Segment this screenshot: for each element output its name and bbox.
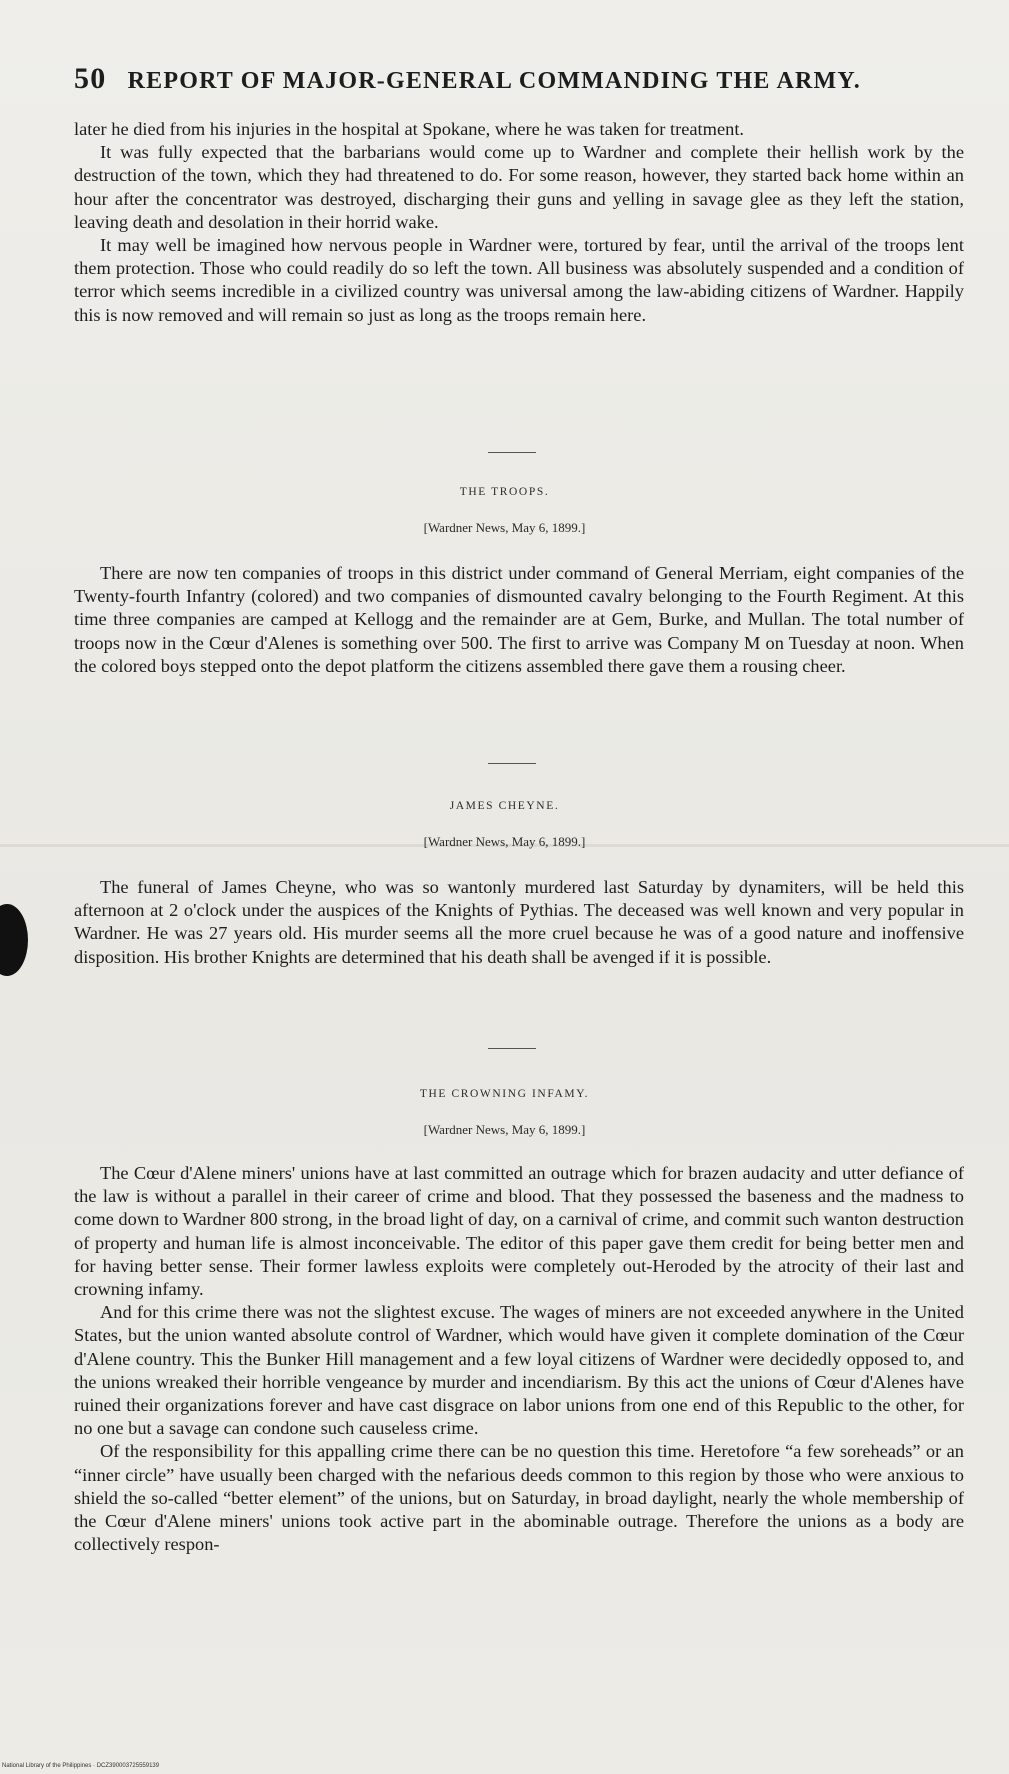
section-source: [Wardner News, May 6, 1899.] bbox=[423, 834, 586, 849]
paragraph: It was fully expected that the barbarians would come up to Wardner and complete their hellish work by the destruction of the town, which they had threatened to do. For some reason, however, they started back home within an hour after the concentrator was destroyed, discharging their guns and yelling in savage glee as they left the station, leaving death and desolation in their horrid wake. bbox=[74, 142, 964, 232]
running-header bbox=[74, 62, 964, 96]
section-source: [Wardner News, May 6, 1899.] bbox=[423, 1122, 586, 1137]
paragraph: Of the responsibility for this appalling crime there can be no question this time. Heretofore “a few soreheads” or an “inner circle” have usually been charged with the nefarious deeds common to this region by those who were anxious to shield the so-called “better element” of the unions, but on Saturday, in broad daylight, nearly the whole membership of the Cœur d'Alene miners' unions took active part in the abominable outrage. Therefore the unions as a body are collectively respon- bbox=[74, 1441, 964, 1555]
library-watermark: National Library of the Philippines · DCZ390003725559139 bbox=[2, 1763, 160, 1769]
section-divider bbox=[488, 452, 536, 453]
section-body-troops bbox=[74, 562, 964, 678]
section-body-cheyne bbox=[74, 876, 964, 969]
paragraph: And for this crime there was not the slightest excuse. The wages of miners are not exceeded anywhere in the United States, but the union wanted absolute control of Wardner, which would have given it complete domination of the Cœur d'Alene country. This the Bunker Hill management and a few loyal citizens of Wardner were decidedly opposed to, and the unions wreaked their horrible vengeance by murder and incendiarism. By this act the unions of Cœur d'Alenes have ruined their organizations forever and have cast disgrace on labor unions from one end of this Republic to the other, for no one but a savage can condone such causeless crime. bbox=[74, 1302, 964, 1439]
paragraph: The funeral of James Cheyne, who was so wantonly murdered last Saturday by dynamiters, will be held this afternoon at 2 o'clock under the auspices of the Knights of Pythias. The deceased was well known and very popular in Wardner. He was 27 years old. His murder seems all the more cruel because he was of a good nature and inoffensive disposition. His brother Knights are determined that his death shall be avenged if it is possible. bbox=[74, 877, 964, 967]
ink-blot bbox=[0, 904, 28, 976]
paragraph: There are now ten companies of troops in this district under command of General Merriam, eight companies of the Twenty-fourth Infantry (colored) and two companies of dismounted cavalry belonging to the Fourth Regiment. At this time three companies are camped at Kellogg and the remainder are at Gem, Burke, and Mullan. The total number of troops now in the Cœur d'Alenes is something over 500. The first to arrive was Company M on Tuesday at noon. When the colored boys stepped onto the depot platform the citizens assembled there gave them a rousing cheer. bbox=[74, 563, 964, 676]
paragraph: later he died from his injuries in the hospital at Spokane, where he was taken for treatment. bbox=[74, 119, 745, 139]
section-title-cheyne: JAMES CHEYNE. bbox=[449, 800, 560, 812]
running-title: REPORT OF MAJOR-GENERAL COMMANDING THE ARMY. bbox=[127, 68, 861, 94]
section-title-infamy: THE CROWNING INFAMY. bbox=[419, 1088, 590, 1100]
section-divider bbox=[488, 763, 536, 764]
section-title-troops: THE TROOPS. bbox=[459, 486, 550, 498]
paragraph: The Cœur d'Alene miners' unions have at last committed an outrage which for brazen audacity and utter defiance of the law is without a parallel in their career of crime and blood. That they possessed the baseness and the madness to come down to Wardner 800 strong, in the broad light of day, on a carnival of crime, and commit such wanton destruction of property and human life is almost inconceivable. The editor of this paper gave them credit for being better men and for having better sense. Their former lawless exploits were completely out-Heroded by the atrocity of their last and crowning infamy. bbox=[74, 1163, 964, 1300]
section-body-infamy bbox=[74, 1162, 964, 1556]
section-divider bbox=[488, 1048, 536, 1049]
page-number: 50 bbox=[74, 62, 107, 95]
paragraph: It may well be imagined how nervous people in Wardner were, tortured by fear, until the arrival of the troops lent them protection. Those who could readily do so left the town. All business was absolutely suspended and a condition of terror which seems incredible in a civilized country was universal among the law-abiding citizens of Wardner. Happily this is now removed and will remain so just as long as the troops remain here. bbox=[74, 235, 964, 325]
section-source: [Wardner News, May 6, 1899.] bbox=[423, 520, 586, 535]
intro-text bbox=[74, 118, 964, 327]
